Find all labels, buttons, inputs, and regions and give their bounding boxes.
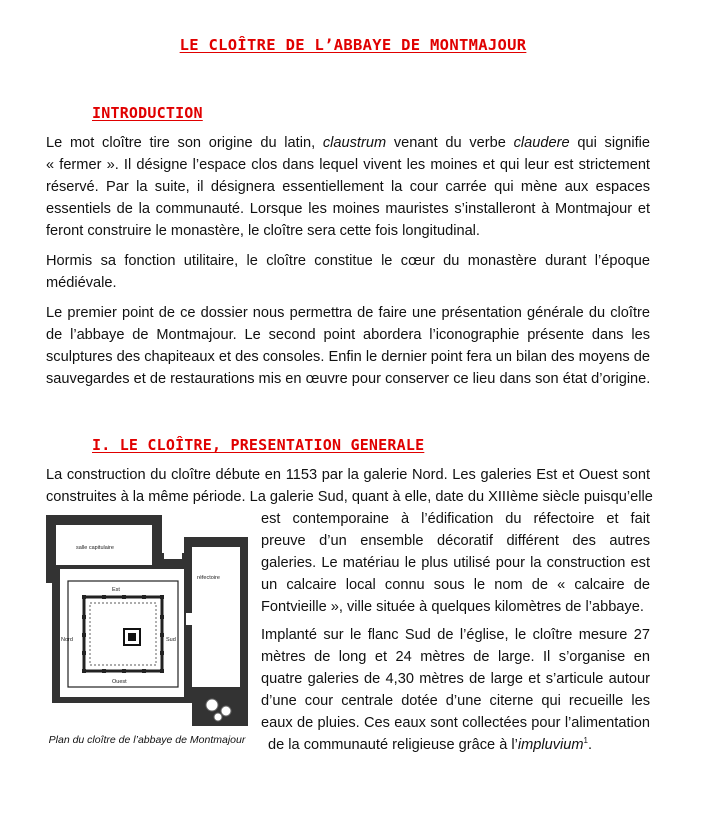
plan-label-west: Ouest — [112, 679, 127, 685]
plan-label-north: Nord — [61, 637, 73, 643]
s1-p2-line-4: d’une cour centrale dotée d’une citerne qui recueille les — [261, 693, 650, 709]
impluvium-term: impluvium — [517, 737, 584, 753]
section-1-heading: I. LE CLOÎTRE, PRESENTATION GENERALE — [92, 436, 425, 454]
section-1-paragraph-intro — [46, 464, 653, 508]
s1-p2-line-1: Implanté sur le flanc Sud de l’église, le cloître mesure 27 — [261, 627, 650, 643]
intro-p1-line-3: réservé. Par la suite, il désignera essentiellement la cour carrée qui mène aux espaces — [46, 179, 650, 195]
intro-p1-line-4: essentiels de la communauté. Lorsque les moines mauristes s’installeront à Montmajour et — [46, 201, 650, 217]
s1-p2-line-5: eaux de pluies. Ces eaux sont collectées pour l’alimentation — [261, 715, 650, 731]
section-1-paragraph-2 — [261, 624, 650, 734]
cloister-floor-plan — [44, 513, 248, 726]
intro-p1-line-2: « fermer ». Il désigne l’espace clos dans lequel vivent les moines et qui leur est strictement — [46, 157, 650, 173]
s1-line-1: La construction du cloître débute en 1153 par la galerie Nord. Les galeries Est et Ouest sont — [46, 467, 650, 483]
s1-right-line-3: galeries. Le matériau le plus utilisé pour la construction est — [261, 555, 650, 571]
s1-right-line-5: Fontvieille », ville située à quelques kilomètres de l’abbaye. — [261, 599, 644, 615]
plan-label-south: Sud — [166, 637, 176, 643]
figure-caption: Plan du cloître de l’abbaye de Montmajour — [48, 734, 246, 746]
intro-paragraph-2 — [46, 250, 650, 294]
intro-paragraph-1 — [46, 132, 650, 242]
s1-right-line-2: preuve d’un ensemble décoratif différent des autres — [261, 533, 650, 549]
plan-label-east: Est — [112, 587, 120, 593]
s1-right-line-1: est contemporaine à l’édification du réfectoire et fait — [261, 511, 650, 527]
s1-p2-line-3: quatre galeries de 4,30 mètres de large et s’articule autour — [261, 671, 650, 687]
section-1-paragraph-continuation — [261, 508, 650, 618]
footnote-ref[interactable]: 1 — [583, 736, 588, 746]
intro-p3-line-4: sauvegardes et de restaurations mis en œuvre pour conserver ce lieu dans son état d’origine. — [46, 371, 651, 387]
s1-p2-line-2: mètres de long et 24 mètres de large. Il s’organise en — [261, 649, 650, 665]
intro-p2-line-2: médiévale. — [46, 275, 117, 291]
intro-paragraph-3 — [46, 302, 650, 390]
intro-p2-line-1: Hormis sa fonction utilitaire, le cloître constitue le cœur du monastère durant l’époque — [46, 253, 650, 269]
intro-p3-line-3: sculptures des chapiteaux et des consoles. Enfin le dernier point fera un bilan des moyens de — [46, 349, 650, 365]
intro-p3-line-1: Le premier point de ce dossier nous permettra de faire une présentation générale du cloître — [46, 305, 650, 321]
document-title: LE CLOÎTRE DE L’ABBAYE DE MONTMAJOUR — [179, 36, 527, 54]
s1-p2-line-6: de la communauté religieuse grâce à l’impluvium$^1$. — [268, 736, 593, 753]
introduction-heading: INTRODUCTION — [92, 104, 203, 122]
plan-label-refectory: réfectoire — [197, 575, 220, 581]
s1-line-2: construites à la même période. La galerie Sud, quant à elle, date du XIIIème siècle puisqu’elle — [46, 489, 653, 505]
plan-label-chapter-hall: salle capitulaire — [76, 545, 114, 551]
intro-p1-line-5: feront construire le monastère, le cloître sera cette fois longitudinal. — [46, 223, 480, 239]
intro-p1-line-1: Le mot cloître tire son origine du latin, claustrum venant du verbe claudere qui signifie — [46, 135, 650, 151]
intro-p3-line-2: de l’abbaye de Montmajour. Le second point abordera l’iconographie présente dans les — [46, 327, 650, 343]
s1-right-line-4: un calcaire local connu sous le nom de « calcaire de — [261, 577, 650, 593]
